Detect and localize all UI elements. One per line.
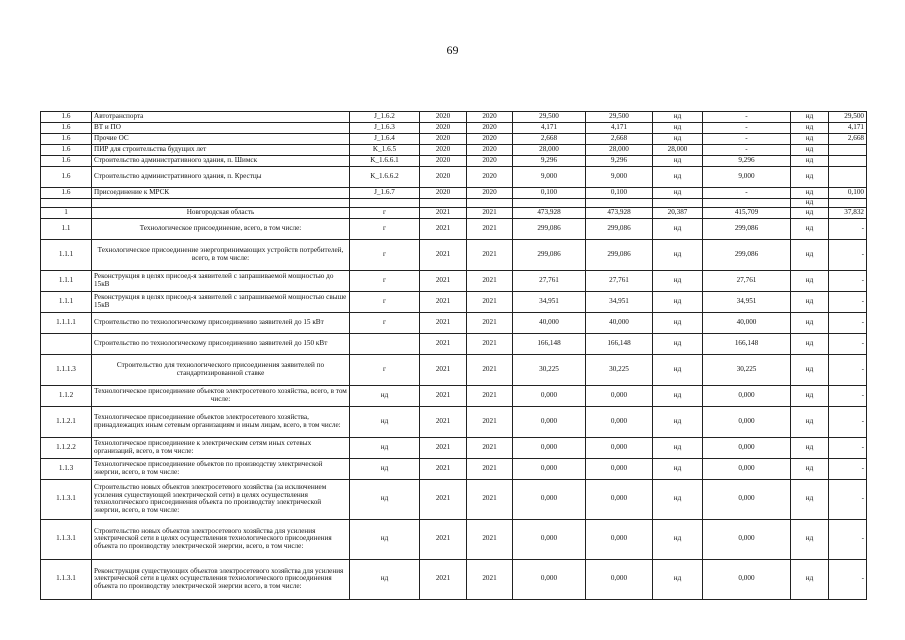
cell-value-5: нд [791,458,829,479]
cell-name: Строительство по технологическому присоединению заявителей до 15 кВт [92,312,350,333]
cell-value-1: 473,928 [513,207,586,218]
cell-name: Новгородская область [92,207,350,218]
cell-value-1: 166,148 [513,333,586,354]
cell-value-3: нд [653,156,703,167]
cell-code: 1.6 [41,134,92,145]
cell-year-start: 2021 [420,519,467,559]
cell-code: 1.1.3 [41,458,92,479]
cell-value-6: - [829,239,867,270]
cell-year-start: 2020 [420,134,467,145]
cell-value-6 [829,167,867,188]
cell-year-start: 2021 [420,291,467,312]
cell-value-3: нд [653,218,703,239]
cell-identifier: нд [350,479,420,519]
cell-value-5: нд [791,270,829,291]
cell-year-start: 2021 [420,385,467,406]
cell-value-1: 0,000 [513,385,586,406]
cell-value-1: 0,000 [513,519,586,559]
cell-value-4: 40,000 [703,312,791,333]
cell-code: 1.1.2.2 [41,437,92,458]
cell-year-start: 2021 [420,458,467,479]
cell-identifier: K_1.6.5 [350,145,420,156]
cell-identifier: J_1.6.4 [350,134,420,145]
cell-code: 1.1.1 [41,239,92,270]
cell-value-1: 2,668 [513,134,586,145]
cell-value-1: 0,000 [513,458,586,479]
cell-value-4: - [703,134,791,145]
cell-value-5: нд [791,199,829,208]
cell-year-start: 2020 [420,167,467,188]
table-row [41,437,867,458]
cell-value-6: - [829,291,867,312]
cell-value-2: 0,000 [586,519,653,559]
cell-year-start: 2021 [420,479,467,519]
cell-value-1: 0,000 [513,559,586,599]
cell-code: 1.1.3.1 [41,559,92,599]
cell-value-2 [586,199,653,208]
cell-value-3: нд [653,354,703,385]
cell-value-2: 0,000 [586,479,653,519]
cell-value-6: - [829,354,867,385]
cell-name: Реконструкция в целях присоед-я заявителей с запрашиваемой мощностью до 15кВ [92,270,350,291]
cell-year-end: 2021 [467,239,513,270]
cell-value-5: нд [791,333,829,354]
cell-name: Строительство новых объектов электросетевого хозяйства (за исключением усиления существующей электрической сети) в целях осуществления технологического присоединения объекта по производству электрической энергии, всего, в том числе: [92,479,350,519]
cell-code: 1.1.1.3 [41,354,92,385]
cell-identifier: K_1.6.6.1 [350,156,420,167]
cell-identifier: нд [350,519,420,559]
cell-code [41,333,92,354]
cell-name: Реконструкция в целях присоед-я заявителей с запрашиваемой мощностью свыше 15кВ [92,291,350,312]
cell-year-end [467,199,513,208]
cell-value-4: 0,000 [703,385,791,406]
cell-value-6: - [829,559,867,599]
cell-year-start: 2021 [420,207,467,218]
cell-value-5: нд [791,218,829,239]
cell-value-2: 0,000 [586,559,653,599]
cell-identifier: J_1.6.7 [350,188,420,199]
cell-code: 1.1.2.1 [41,406,92,437]
cell-value-6: - [829,312,867,333]
cell-value-4: - [703,123,791,134]
cell-name: Строительство административного здания, п. Шимск [92,156,350,167]
investment-table [40,111,867,600]
cell-value-3 [653,199,703,208]
cell-value-3: нд [653,559,703,599]
cell-value-6: - [829,385,867,406]
cell-identifier: г [350,218,420,239]
cell-value-4: - [703,145,791,156]
cell-year-end: 2021 [467,406,513,437]
cell-code: 1.1.1 [41,270,92,291]
cell-value-4: 9,296 [703,156,791,167]
table-row [41,156,867,167]
cell-name: Строительство по технологическому присоединению заявителей до 150 кВт [92,333,350,354]
table-row [41,519,867,559]
cell-identifier: г [350,207,420,218]
cell-year-start: 2020 [420,156,467,167]
cell-code: 1.1.3.1 [41,519,92,559]
cell-year-end: 2020 [467,134,513,145]
cell-name: Технологическое присоединение, всего, в том числе: [92,218,350,239]
table-row [41,207,867,218]
table-body [41,112,867,600]
cell-value-1: 0,000 [513,406,586,437]
cell-value-3: нд [653,291,703,312]
cell-value-5: нд [791,385,829,406]
cell-code: 1.1.2 [41,385,92,406]
cell-code: 1.6 [41,188,92,199]
cell-value-3: нд [653,479,703,519]
cell-identifier: г [350,270,420,291]
cell-code: 1.6 [41,123,92,134]
cell-value-4: 30,225 [703,354,791,385]
cell-year-end: 2021 [467,291,513,312]
table-row [41,559,867,599]
cell-value-6: 2,668 [829,134,867,145]
cell-code: 1.6 [41,167,92,188]
cell-year-start: 2020 [420,123,467,134]
cell-year-end: 2020 [467,156,513,167]
cell-year-end: 2020 [467,188,513,199]
cell-year-end: 2021 [467,333,513,354]
cell-value-1: 9,000 [513,167,586,188]
cell-code [41,199,92,208]
cell-name: Технологическое присоединение объектов электросетевого хозяйства, принадлежащих иным сетевым организациям и иным лицам, всего, в том числе: [92,406,350,437]
cell-value-6 [829,145,867,156]
cell-value-2: 30,225 [586,354,653,385]
cell-value-5: нд [791,406,829,437]
cell-code: 1.6 [41,112,92,123]
cell-value-1: 29,500 [513,112,586,123]
cell-value-6 [829,199,867,208]
cell-year-start: 2020 [420,188,467,199]
cell-year-end: 2021 [467,519,513,559]
cell-value-2: 299,086 [586,239,653,270]
table-row [41,218,867,239]
cell-value-6: - [829,458,867,479]
cell-value-3: нд [653,239,703,270]
cell-name: Присоединение к МРСК [92,188,350,199]
cell-value-4: 299,086 [703,218,791,239]
cell-name [92,199,350,208]
cell-identifier: нд [350,437,420,458]
table-row [41,188,867,199]
cell-year-start: 2021 [420,406,467,437]
cell-name: ВТ и ПО [92,123,350,134]
cell-identifier: K_1.6.6.2 [350,167,420,188]
cell-value-3: нд [653,188,703,199]
cell-name: Строительство административного здания, п. Крестцы [92,167,350,188]
cell-name: Технологическое присоединение объектов по производству электрической энергии, всего, в том числе: [92,458,350,479]
cell-year-end: 2020 [467,145,513,156]
cell-identifier: нд [350,458,420,479]
cell-identifier: нд [350,406,420,437]
cell-value-3: 20,387 [653,207,703,218]
cell-value-3: нд [653,333,703,354]
cell-identifier: J_1.6.3 [350,123,420,134]
table-row [41,291,867,312]
cell-name: Технологическое присоединение к электрическим сетям иных сетевых организаций, всего, в том числе: [92,437,350,458]
cell-value-2: 2,668 [586,134,653,145]
cell-year-start: 2021 [420,559,467,599]
cell-value-2: 473,928 [586,207,653,218]
cell-value-6: 29,500 [829,112,867,123]
cell-value-2: 27,761 [586,270,653,291]
cell-value-6: - [829,218,867,239]
cell-year-end: 2021 [467,207,513,218]
cell-value-2: 34,951 [586,291,653,312]
cell-value-4: 0,000 [703,437,791,458]
cell-value-2: 0,100 [586,188,653,199]
cell-value-3: нд [653,437,703,458]
cell-code: 1.6 [41,156,92,167]
cell-value-1: 299,086 [513,218,586,239]
table-row [41,354,867,385]
cell-value-5: нд [791,134,829,145]
cell-year-end: 2020 [467,112,513,123]
cell-value-5: нд [791,112,829,123]
cell-year-start: 2021 [420,218,467,239]
cell-year-start: 2021 [420,239,467,270]
cell-name: Строительство для технологического присоединения заявителей по стандартизированной ставке [92,354,350,385]
table-row [41,239,867,270]
cell-value-5: нд [791,312,829,333]
cell-value-6: - [829,406,867,437]
table-row [41,385,867,406]
cell-value-5: нд [791,145,829,156]
cell-identifier: г [350,354,420,385]
cell-value-1: 4,171 [513,123,586,134]
table-row [41,458,867,479]
cell-value-6: 0,100 [829,188,867,199]
cell-value-5: нд [791,437,829,458]
cell-value-4: 0,000 [703,479,791,519]
cell-value-4: - [703,188,791,199]
cell-value-1: 27,761 [513,270,586,291]
cell-identifier: г [350,312,420,333]
cell-identifier: г [350,291,420,312]
cell-name: ПИР для строительства будущих лет [92,145,350,156]
cell-value-3: нд [653,123,703,134]
cell-code: 1 [41,207,92,218]
cell-value-5: нд [791,207,829,218]
cell-value-5: нд [791,239,829,270]
cell-value-4: 0,000 [703,559,791,599]
cell-value-5: нд [791,291,829,312]
cell-value-2: 29,500 [586,112,653,123]
cell-value-2: 166,148 [586,333,653,354]
table-row [41,112,867,123]
cell-name: Строительство новых объектов электросетевого хозяйства для усиления электрической сети в целях осуществления технологического присоединения объекта по производству электрической энергии, всего, в том числе: [92,519,350,559]
cell-value-1: 34,951 [513,291,586,312]
cell-value-4: 0,000 [703,458,791,479]
cell-year-end: 2021 [467,559,513,599]
cell-value-4 [703,199,791,208]
cell-value-5: нд [791,167,829,188]
cell-name: Автотранспорта [92,112,350,123]
cell-identifier: нд [350,559,420,599]
cell-value-4: 415,709 [703,207,791,218]
cell-year-end: 2021 [467,385,513,406]
cell-value-3: нд [653,406,703,437]
cell-value-2: 0,000 [586,406,653,437]
cell-value-4: - [703,112,791,123]
cell-value-3: нд [653,167,703,188]
table-row [41,134,867,145]
cell-value-6: - [829,437,867,458]
cell-year-end: 2021 [467,458,513,479]
cell-year-start: 2020 [420,112,467,123]
cell-value-1 [513,199,586,208]
cell-year-end: 2020 [467,123,513,134]
cell-value-1: 30,225 [513,354,586,385]
cell-value-5: нд [791,188,829,199]
cell-name: Прочие ОС [92,134,350,145]
table-row [41,167,867,188]
cell-code: 1.1.3.1 [41,479,92,519]
cell-value-3: нд [653,112,703,123]
cell-value-3: нд [653,312,703,333]
cell-value-5: нд [791,559,829,599]
cell-value-4: 34,951 [703,291,791,312]
cell-year-start: 2021 [420,354,467,385]
cell-value-1: 299,086 [513,239,586,270]
table-row [41,406,867,437]
cell-value-6: 4,171 [829,123,867,134]
cell-value-6: 37,832 [829,207,867,218]
cell-year-start: 2021 [420,333,467,354]
table-row [41,145,867,156]
cell-value-2: 9,296 [586,156,653,167]
cell-value-4: 9,000 [703,167,791,188]
cell-identifier [350,199,420,208]
cell-identifier: нд [350,385,420,406]
table-row [41,479,867,519]
cell-value-2: 40,000 [586,312,653,333]
cell-value-2: 299,086 [586,218,653,239]
cell-value-5: нд [791,479,829,519]
cell-identifier: г [350,239,420,270]
table-row [41,333,867,354]
cell-value-4: 299,086 [703,239,791,270]
cell-value-2: 0,000 [586,385,653,406]
cell-value-3: нд [653,458,703,479]
cell-value-2: 9,000 [586,167,653,188]
cell-value-1: 0,000 [513,479,586,519]
table-row [41,199,867,208]
cell-value-1: 0,000 [513,437,586,458]
cell-year-start: 2020 [420,145,467,156]
page-number: 69 [446,43,459,57]
cell-year-start [420,199,467,208]
cell-value-5: нд [791,519,829,559]
cell-value-4: 166,148 [703,333,791,354]
cell-value-2: 4,171 [586,123,653,134]
table-row [41,312,867,333]
cell-name: Технологическое присоединение объектов электросетевого хозяйства, всего, в том числе: [92,385,350,406]
cell-value-2: 0,000 [586,458,653,479]
table-row [41,123,867,134]
cell-value-6: - [829,519,867,559]
cell-value-5: нд [791,123,829,134]
cell-value-3: 28,000 [653,145,703,156]
cell-identifier [350,333,420,354]
cell-value-4: 0,000 [703,406,791,437]
cell-year-start: 2021 [420,437,467,458]
cell-value-3: нд [653,519,703,559]
cell-year-end: 2021 [467,437,513,458]
cell-value-6: - [829,270,867,291]
cell-year-end: 2021 [467,312,513,333]
cell-year-end: 2021 [467,270,513,291]
cell-year-start: 2021 [420,312,467,333]
cell-value-4: 27,761 [703,270,791,291]
cell-value-3: нд [653,134,703,145]
cell-value-5: нд [791,354,829,385]
cell-name: Технологическое присоединение энергопринимающих устройств потребителей, всего, в том числе: [92,239,350,270]
cell-value-3: нд [653,270,703,291]
cell-value-2: 0,000 [586,437,653,458]
cell-value-2: 28,000 [586,145,653,156]
cell-value-6: - [829,479,867,519]
cell-value-1: 0,100 [513,188,586,199]
cell-identifier: J_1.6.2 [350,112,420,123]
cell-value-1: 40,000 [513,312,586,333]
cell-value-1: 28,000 [513,145,586,156]
cell-value-1: 9,296 [513,156,586,167]
cell-year-start: 2021 [420,270,467,291]
cell-year-end: 2021 [467,354,513,385]
cell-code: 1.1 [41,218,92,239]
cell-value-6 [829,156,867,167]
cell-year-end: 2020 [467,167,513,188]
cell-name: Реконструкция существующих объектов электросетевого хозяйства для усиления электрической сети в целях осуществления технологического присоединения объекта по производству электрической энергии всего, в том числе: [92,559,350,599]
cell-year-end: 2021 [467,218,513,239]
cell-code: 1.6 [41,145,92,156]
cell-year-end: 2021 [467,479,513,519]
cell-code: 1.1.1 [41,291,92,312]
cell-value-5: нд [791,156,829,167]
cell-value-4: 0,000 [703,519,791,559]
table-row [41,270,867,291]
cell-code: 1.1.1.1 [41,312,92,333]
cell-value-6: - [829,333,867,354]
cell-value-3: нд [653,385,703,406]
